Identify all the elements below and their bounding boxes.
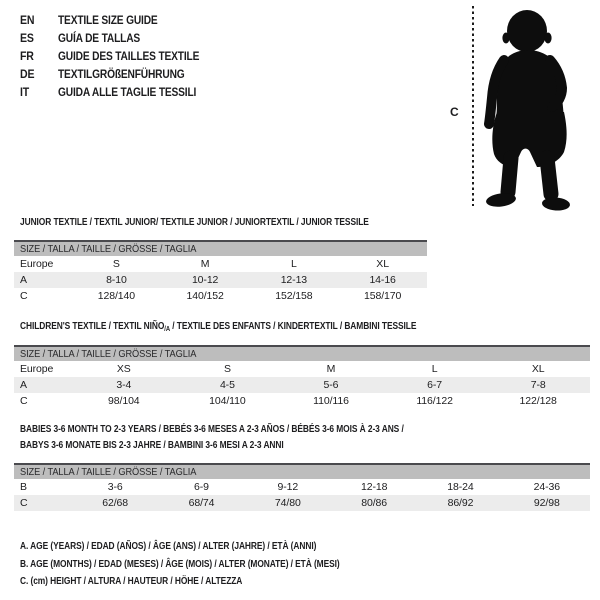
language-label: GUÍA DE TALLAS — [58, 31, 141, 45]
language-code: ES — [20, 31, 34, 45]
size-header-text: SIZE / TALLA / TAILLE / GRÖSSE / TAGLIA — [20, 243, 197, 255]
row-label-cell: Europe — [20, 363, 54, 375]
row-label-cell: B — [20, 481, 27, 493]
language-row — [20, 11, 224, 29]
table-row — [14, 256, 427, 272]
value-cell: 62/68 — [102, 497, 129, 509]
value-cell: 7-8 — [530, 379, 546, 391]
children-table-rows — [14, 361, 590, 409]
junior-table-rows — [14, 256, 427, 304]
language-label: TEXTILE SIZE GUIDE — [58, 13, 158, 27]
row-label-cell: C — [20, 395, 28, 407]
value-cell: 98/104 — [108, 395, 140, 407]
junior-table-title — [20, 215, 369, 231]
value-cell: 140/152 — [186, 290, 224, 302]
value-cell: 80/86 — [361, 497, 388, 509]
value-cell: 128/140 — [97, 290, 135, 302]
language-label: GUIDE DES TAILLES TEXTILE — [58, 49, 200, 63]
table-row — [14, 377, 590, 393]
value-cell: 86/92 — [447, 497, 474, 509]
height-measure-label: C — [450, 105, 459, 119]
language-list — [20, 11, 224, 101]
value-cell: 110/116 — [313, 395, 349, 407]
value-cell: 5-6 — [323, 379, 339, 391]
value-cell: M — [200, 258, 210, 270]
babies-table-rows — [14, 479, 590, 511]
table-row — [14, 361, 590, 377]
junior-table-title-text: JUNIOR TEXTILE / TEXTIL JUNIOR/ TEXTILE JUNIOR / JUNIORTEXTIL / JUNIOR TESSILE — [20, 217, 369, 228]
language-label: TEXTILGRÖßENFÜHRUNG — [58, 67, 185, 81]
value-cell: 116/122 — [416, 395, 453, 407]
value-cell: 6-7 — [427, 379, 443, 391]
footnote-c: C. (cm) HEIGHT / ALTURA / HAUTEUR / HÖHE / ALTEZZA — [20, 576, 243, 587]
table-row — [14, 393, 590, 409]
value-cell: S — [223, 363, 231, 375]
row-label-cell: Europe — [20, 258, 54, 270]
size-header-text: SIZE / TALLA / TAILLE / GRÖSSE / TAGLIA — [20, 348, 197, 360]
row-label-cell: C — [20, 497, 28, 509]
table-row — [14, 479, 590, 495]
children-title-post: / TEXTILE DES ENFANTS / KINDERTEXTIL / BAMBINI TESSILE — [170, 321, 417, 332]
table-row — [14, 495, 590, 511]
babies-title-text-1: BABIES 3-6 MONTH TO 2-3 YEARS / BEBÉS 3-6 MESES A 2-3 AÑOS / BÉBÉS 3-6 MOIS À 2-3 ANS / — [20, 424, 404, 435]
value-cell: 68/74 — [188, 497, 215, 509]
children-table-title — [20, 319, 416, 338]
language-row — [20, 83, 224, 101]
babies-table-title-line2 — [20, 438, 284, 454]
value-cell: L — [291, 258, 297, 270]
size-header-text: SIZE / TALLA / TAILLE / GRÖSSE / TAGLIA — [20, 466, 197, 478]
value-cell: 12-13 — [280, 274, 308, 286]
value-cell: XS — [116, 363, 131, 375]
language-code: IT — [20, 85, 30, 99]
value-cell: 152/158 — [275, 290, 313, 302]
babies-table-title-line1 — [20, 422, 404, 438]
babies-title-text-2: BABYS 3-6 MONATE BIS 2-3 JAHRE / BAMBINI 3-6 MESI A 2-3 ANNI — [20, 440, 284, 451]
toddler-silhouette-icon — [484, 8, 578, 212]
children-title-pre: CHILDREN'S TEXTILE / TEXTIL NIÑO — [20, 321, 165, 332]
value-cell: 158/170 — [363, 290, 402, 302]
value-cell: 74/80 — [274, 497, 301, 509]
value-cell: 4-5 — [219, 379, 235, 391]
row-label-cell: A — [20, 379, 27, 391]
value-cell: 14-16 — [369, 274, 396, 286]
value-cell: XL — [376, 258, 389, 270]
language-row — [20, 47, 224, 65]
babies-size-table — [14, 463, 590, 511]
size-header-bar — [14, 463, 590, 479]
value-cell: 24-36 — [533, 481, 560, 493]
value-cell: 104/110 — [209, 395, 246, 407]
size-header-bar — [14, 345, 590, 361]
language-label: GUIDA ALLE TAGLIE TESSILI — [58, 85, 197, 99]
footnote-list — [20, 538, 400, 591]
language-code: EN — [20, 13, 35, 27]
value-cell: 122/128 — [519, 395, 557, 407]
value-cell: 10-12 — [191, 274, 219, 286]
language-row — [20, 29, 224, 47]
footnote-a: A. AGE (YEARS) / EDAD (AÑOS) / ÂGE (ANS) / ALTER (JAHRE) / ETÀ (ANNI) — [20, 541, 317, 552]
value-cell: S — [112, 258, 120, 270]
footnote-b: B. AGE (MONTHS) / EDAD (MESES) / ÂGE (MOIS) / ALTER (MONATE) / ETÀ (MESI) — [20, 558, 340, 570]
value-cell: 12-18 — [360, 481, 388, 493]
height-dashed-line — [472, 6, 474, 206]
value-cell: 6-9 — [194, 481, 209, 493]
size-header-bar — [14, 240, 427, 256]
value-cell: XL — [531, 363, 545, 375]
value-cell: 3-6 — [107, 481, 123, 493]
language-row — [20, 65, 224, 83]
value-cell: 18-24 — [447, 481, 474, 493]
value-cell: L — [431, 363, 438, 375]
row-label-cell: C — [20, 290, 28, 302]
row-label-cell: A — [20, 274, 27, 286]
junior-size-table — [14, 240, 427, 304]
value-cell: M — [326, 363, 336, 375]
value-cell: 9-12 — [277, 481, 299, 493]
table-row — [14, 272, 427, 288]
table-row — [14, 288, 427, 304]
children-size-table — [14, 345, 590, 409]
language-code: FR — [20, 49, 34, 63]
children-title-sub: /A — [164, 326, 171, 333]
language-code: DE — [20, 67, 35, 81]
value-cell: 92/98 — [533, 497, 560, 509]
value-cell: 8-10 — [106, 274, 127, 286]
value-cell: 3-4 — [116, 379, 132, 391]
